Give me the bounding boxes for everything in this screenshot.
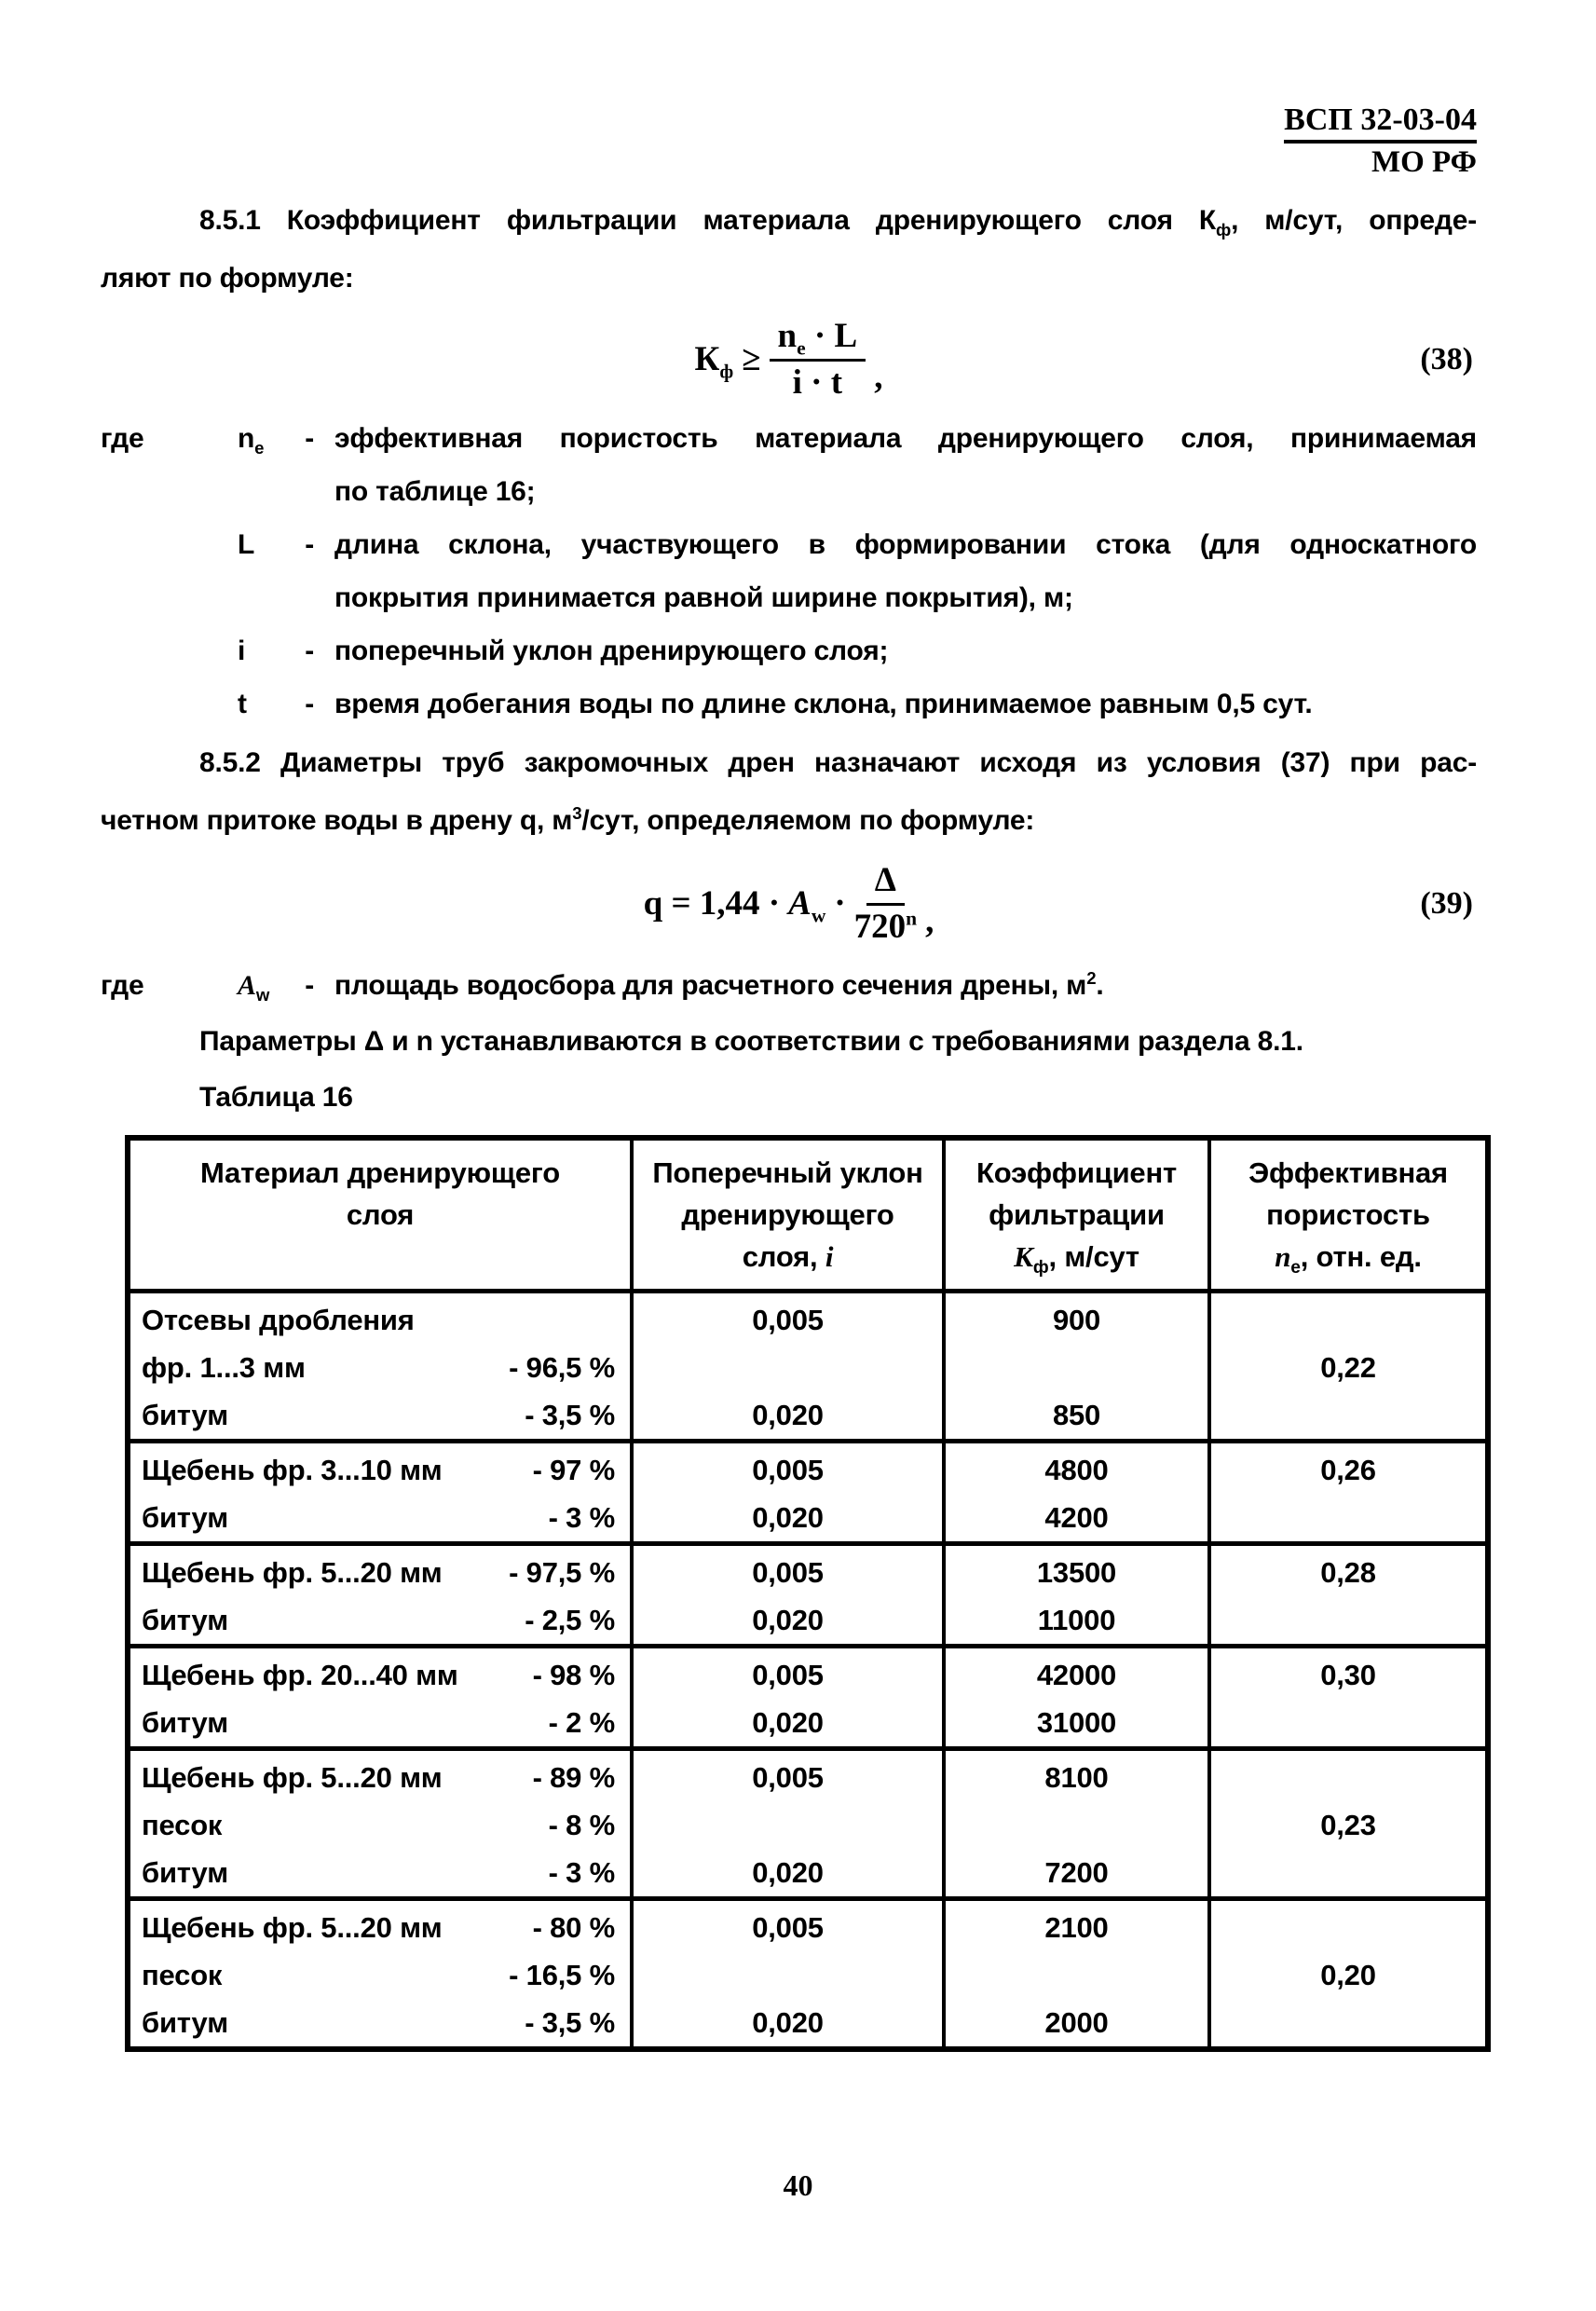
cell-filtration-value: 850	[944, 1391, 1209, 1442]
material-percent: - 3 %	[548, 1856, 615, 1889]
cell-porosity-value: 0,26	[1209, 1442, 1488, 1495]
definition-row	[101, 518, 1477, 624]
definition-text	[334, 958, 1477, 1014]
material-name: битум	[142, 1706, 228, 1739]
dash: -	[305, 970, 314, 1001]
material-percent: - 96,5 %	[509, 1351, 615, 1384]
table-row	[128, 1951, 1488, 1999]
cell-filtration-value: 4800	[944, 1442, 1209, 1495]
cell-porosity-value	[1209, 1292, 1488, 1345]
cell-porosity-value: 0,23	[1209, 1801, 1488, 1849]
table-row	[128, 1544, 1488, 1597]
cell-slope-value: 0,020	[632, 1999, 944, 2049]
cell-porosity-value	[1209, 1494, 1488, 1544]
cell-material	[128, 1699, 632, 1749]
cell-material	[128, 1544, 632, 1597]
cell-slope-value	[632, 1344, 944, 1391]
header-slope	[632, 1138, 944, 1292]
definition-row-aw	[101, 958, 1477, 1014]
para-line: ляют по формуле:	[101, 263, 354, 294]
cell-slope-value: 0,020	[632, 1849, 944, 1899]
formula-area-symbol: $А_w$	[788, 883, 826, 927]
cell-material	[128, 1647, 632, 1700]
header-line: Эффективная	[1248, 1156, 1448, 1189]
cell-slope-value: 0,005	[632, 1544, 944, 1597]
material-percent: - 3,5 %	[525, 2006, 615, 2039]
cell-porosity-value: 0,30	[1209, 1647, 1488, 1700]
material-percent: - 16,5 %	[509, 1959, 615, 1991]
table-16-body	[128, 1292, 1488, 2050]
header-material	[128, 1138, 632, 1292]
definition-text	[334, 677, 1477, 731]
formula-lhs: $К_ф$	[694, 339, 734, 383]
cell-porosity-value	[1209, 1391, 1488, 1442]
fraction	[770, 318, 866, 402]
para-text: 8.5.1 Коэффициент фильтрации материала дренирующего слоя К	[199, 205, 1216, 236]
paragraph-parameters	[101, 1014, 1477, 1070]
definition-row	[101, 677, 1477, 731]
formula-number-38: (38)	[1420, 342, 1473, 376]
definition-text	[334, 518, 1477, 624]
cell-filtration-value: 4200	[944, 1494, 1209, 1544]
symbol-text: L	[238, 529, 255, 560]
italic-symbol: i	[825, 1240, 834, 1273]
cell-porosity-value	[1209, 1849, 1488, 1899]
subscript: ф	[1032, 1258, 1049, 1279]
material-percent: - 3,5 %	[525, 1399, 615, 1431]
symbol-L	[238, 518, 334, 571]
definition-text	[334, 412, 1477, 518]
material-percent: - 2,5 %	[525, 1604, 615, 1636]
material-name: битум	[142, 1604, 228, 1636]
cell-slope-value: 0,005	[632, 1442, 944, 1495]
italic-symbol: К	[1014, 1240, 1033, 1273]
italic-symbol: n	[1275, 1240, 1291, 1273]
dash: -	[305, 529, 314, 560]
subscript: ф	[1216, 220, 1232, 239]
document-header	[101, 103, 1477, 181]
para-text: , м/сут, опреде-	[1231, 205, 1477, 236]
header-line: слоя	[346, 1198, 415, 1231]
definitions-formula-38	[101, 412, 1477, 731]
material-name: битум	[142, 1399, 228, 1431]
cell-slope-value: 0,005	[632, 1647, 944, 1700]
table-row	[128, 1801, 1488, 1849]
header-line: $n_е$, отн. ед.	[1275, 1240, 1422, 1279]
dash: -	[305, 423, 314, 454]
fraction-denominator: i · t	[792, 362, 843, 402]
cell-slope-value: 0,005	[632, 1899, 944, 1952]
header-porosity	[1209, 1138, 1488, 1292]
table-row	[128, 1699, 1488, 1749]
table-row	[128, 1442, 1488, 1495]
subscript: е	[1290, 1258, 1301, 1279]
superscript: 3	[572, 803, 582, 823]
table-row	[128, 1899, 1488, 1952]
subscript: w	[811, 904, 826, 927]
subscript: ф	[719, 360, 734, 383]
page-number: 40	[783, 2168, 813, 2202]
cell-filtration-value: 8100	[944, 1749, 1209, 1802]
material-name: битум	[142, 2006, 228, 2039]
definition-line: покрытия принимается равной ширине покрытия), м;	[334, 582, 1073, 613]
table-16	[125, 1135, 1491, 2052]
cell-material	[128, 1292, 632, 1345]
table-row	[128, 1292, 1488, 1345]
table-row	[128, 1849, 1488, 1899]
doc-organization: МО РФ	[1371, 145, 1477, 179]
cell-filtration-value: 11000	[944, 1596, 1209, 1647]
para-line	[101, 192, 1477, 250]
cell-slope-value: 0,005	[632, 1749, 944, 1802]
para-text: четном притоке воды в дрену q, м	[101, 805, 573, 836]
material-percent: - 2 %	[548, 1706, 615, 1739]
symbol-text: i	[238, 636, 246, 666]
material-percent: - 80 %	[532, 1911, 615, 1944]
header-line: пористость	[1266, 1198, 1430, 1231]
material-name: битум	[142, 1856, 228, 1889]
formula-number-39: (39)	[1420, 886, 1473, 921]
relation-sign: ≥	[742, 339, 761, 378]
header-line: Материал дренирующего	[200, 1156, 560, 1189]
dash: -	[305, 689, 314, 719]
material-percent: - 89 %	[532, 1761, 615, 1794]
cell-filtration-value: 2100	[944, 1899, 1209, 1952]
material-name: Щебень фр. 5...20 мм	[142, 1761, 443, 1794]
cell-material	[128, 1999, 632, 2049]
definition-line: площадь водосбора для расчетного сечения дрены, $м^2$.	[334, 968, 1104, 1001]
para-line: 8.5.2 Диаметры труб закромочных дрен назначают исходя из условия (37) при рас-	[199, 747, 1477, 778]
definition-row	[101, 412, 1477, 518]
formula-lead: q = 1,44 ·	[643, 883, 781, 923]
cell-porosity-value: 0,28	[1209, 1544, 1488, 1597]
cell-porosity-value	[1209, 1899, 1488, 1952]
fraction	[854, 862, 917, 946]
cell-slope-value	[632, 1801, 944, 1849]
where-keyword: где	[101, 423, 144, 454]
fraction-numerator: Δ	[866, 862, 905, 906]
cell-filtration-value: 2000	[944, 1999, 1209, 2049]
material-name: Отсевы дробления	[142, 1304, 415, 1336]
symbol-t	[238, 677, 334, 731]
cell-material	[128, 1801, 632, 1849]
cell-material	[128, 1442, 632, 1495]
table-header-row	[128, 1138, 1488, 1292]
cell-material	[128, 1951, 632, 1999]
table-row	[128, 1749, 1488, 1802]
material-name: песок	[142, 1809, 223, 1841]
cell-material	[128, 1596, 632, 1647]
material-name: Щебень фр. 5...20 мм	[142, 1911, 443, 1944]
header-line: $К_ф$, м/сут	[1014, 1240, 1139, 1279]
fraction-numerator: $n_е \cdot L$	[770, 318, 866, 362]
symbol-text: $А_w$	[238, 970, 270, 1005]
cell-filtration-value: 7200	[944, 1849, 1209, 1899]
cell-filtration-value	[944, 1344, 1209, 1391]
symbol-text: $n_е$	[238, 423, 265, 458]
superscript: 2	[1086, 968, 1097, 988]
definition-line: длина склона, участвующего в формировании стока (для односкатного	[334, 529, 1477, 560]
symbol-text: t	[238, 689, 247, 719]
subscript: е	[254, 438, 265, 458]
symbol-i	[238, 624, 334, 677]
cell-porosity-value: 0,22	[1209, 1344, 1488, 1391]
cell-filtration-value	[944, 1801, 1209, 1849]
header-filtration	[944, 1138, 1209, 1292]
definition-line: по таблице 16;	[334, 476, 536, 507]
symbol-ne	[238, 412, 334, 465]
table-row	[128, 1647, 1488, 1700]
material-name: Щебень фр. 20...40 мм	[142, 1659, 458, 1691]
definition-line: время добегания воды по длине склона, принимаемое равным 0,5 сут.	[334, 689, 1313, 719]
cell-filtration-value	[944, 1951, 1209, 1999]
material-name: Щебень фр. 5...20 мм	[142, 1556, 443, 1589]
dash: -	[305, 636, 314, 666]
definition-text	[334, 624, 1477, 677]
header-line: фильтрации	[989, 1198, 1165, 1231]
cell-filtration-value: 31000	[944, 1699, 1209, 1749]
cell-porosity-value	[1209, 1699, 1488, 1749]
cell-material	[128, 1494, 632, 1544]
cell-filtration-value: 900	[944, 1292, 1209, 1345]
para-line	[101, 792, 1477, 850]
cell-material	[128, 1749, 632, 1802]
material-percent: - 98 %	[532, 1659, 615, 1691]
cell-porosity-value	[1209, 1999, 1488, 2049]
table-row	[128, 1596, 1488, 1647]
cell-material	[128, 1344, 632, 1391]
cell-slope-value: 0,020	[632, 1699, 944, 1749]
cell-material	[128, 1391, 632, 1442]
cell-slope-value: 0,005	[632, 1292, 944, 1345]
caption-text: Таблица 16	[199, 1082, 353, 1113]
cell-slope-value	[632, 1951, 944, 1999]
paragraph-8-5-2	[101, 734, 1477, 850]
formula-38-row	[101, 308, 1477, 412]
material-name: песок	[142, 1959, 223, 1991]
formula-comma: ,	[925, 901, 934, 940]
cell-material	[128, 1899, 632, 1952]
header-line: Коэффициент	[976, 1156, 1177, 1189]
cell-filtration-value: 42000	[944, 1647, 1209, 1700]
material-percent: - 8 %	[548, 1809, 615, 1841]
formula-39-row	[101, 850, 1477, 958]
table-row	[128, 1344, 1488, 1391]
header-line: дренирующего	[681, 1198, 894, 1231]
table-caption	[101, 1070, 1477, 1126]
cell-filtration-value: 13500	[944, 1544, 1209, 1597]
header-line: слоя, i	[742, 1240, 834, 1273]
definition-line: поперечный уклон дренирующего слоя;	[334, 636, 889, 666]
superscript: n	[906, 907, 918, 930]
formula-38	[695, 318, 883, 402]
table-row	[128, 1494, 1488, 1544]
material-percent: - 97 %	[532, 1454, 615, 1486]
subscript: w	[255, 985, 270, 1005]
table-row	[128, 1391, 1488, 1442]
table-row	[128, 1999, 1488, 2049]
symbol-aw	[238, 958, 334, 1014]
formula-39	[644, 862, 934, 946]
subscript: е	[797, 336, 806, 360]
material-percent: - 3 %	[548, 1501, 615, 1534]
header-line: Поперечный уклон	[652, 1156, 923, 1189]
fraction-denominator: 720$^n$	[853, 907, 918, 946]
material-name: битум	[142, 1501, 228, 1534]
cell-slope-value: 0,020	[632, 1494, 944, 1544]
para-line: Параметры Δ и n устанавливаются в соответствии с требованиями раздела 8.1.	[199, 1026, 1303, 1057]
cell-porosity-value	[1209, 1749, 1488, 1802]
material-percent: - 97,5 %	[509, 1556, 615, 1589]
material-name: фр. 1...3 мм	[142, 1351, 306, 1384]
doc-reference: ВСП 32-03-04	[1284, 103, 1477, 144]
cell-slope-value: 0,020	[632, 1596, 944, 1647]
cell-porosity-value	[1209, 1596, 1488, 1647]
cell-porosity-value: 0,20	[1209, 1951, 1488, 1999]
cell-material	[128, 1849, 632, 1899]
where-keyword: где	[101, 970, 144, 1001]
multiplication-dot: ·	[834, 883, 846, 923]
definition-line: эффективная пористость материала дренирующего слоя, принимаемая	[334, 423, 1477, 454]
formula-comma: ,	[874, 357, 883, 396]
material-name: Щебень фр. 3...10 мм	[142, 1454, 443, 1486]
paragraph-8-5-1	[101, 192, 1477, 308]
para-text: /сут, определяемом по формуле:	[581, 805, 1035, 836]
cell-slope-value: 0,020	[632, 1391, 944, 1442]
definition-row	[101, 624, 1477, 677]
